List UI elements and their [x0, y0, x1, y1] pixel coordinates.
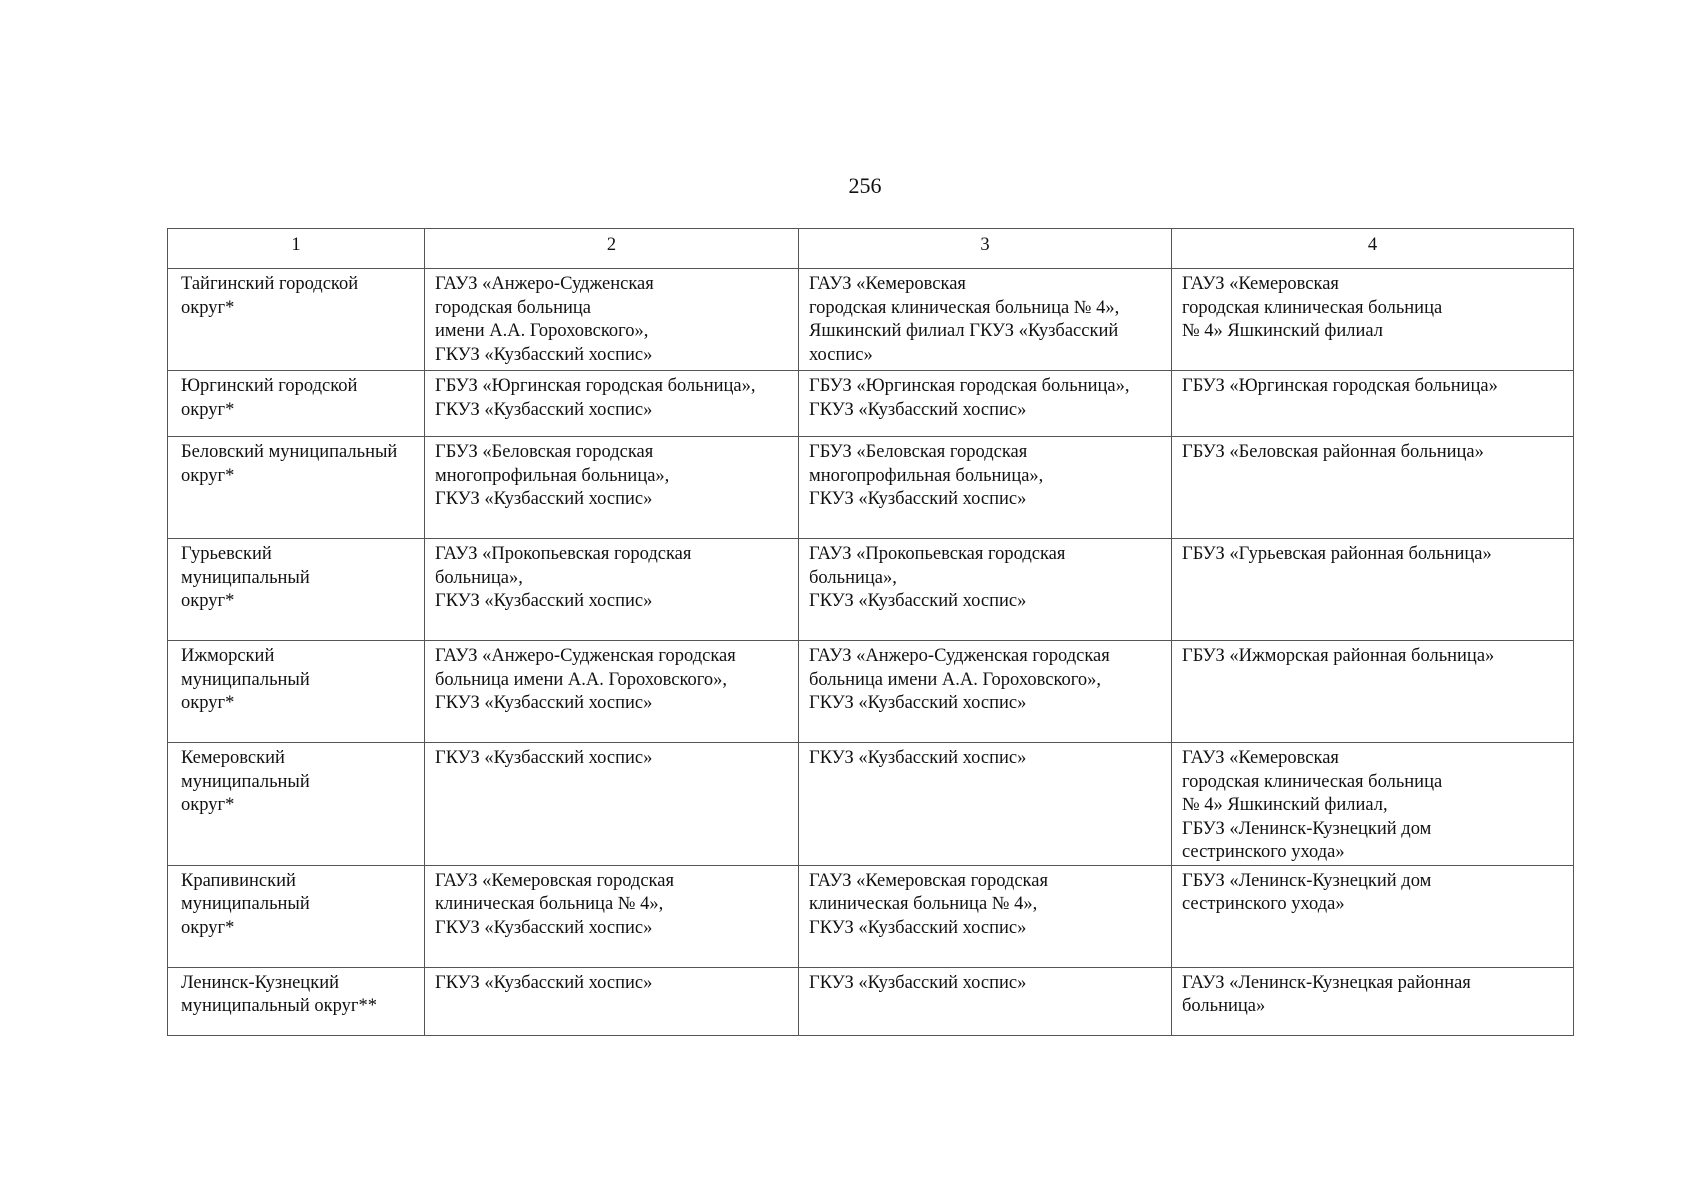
- table-row: [168, 539, 1574, 641]
- column-header-4: 4: [1172, 229, 1574, 269]
- district-cell: Ижморский муниципальный округ*: [168, 641, 425, 743]
- column-3-cell: ГАУЗ «Кемеровская городская клиническая больница № 4», ГКУЗ «Кузбасский хоспис»: [799, 865, 1172, 967]
- table-header: [168, 229, 1574, 269]
- column-4-cell: ГБУЗ «Беловская районная больница»: [1172, 437, 1574, 539]
- district-cell: Ленинск-Кузнецкий муниципальный округ**: [168, 967, 425, 1035]
- district-cell: Юргинский городской округ*: [168, 371, 425, 437]
- district-cell: Крапивинский муниципальный округ*: [168, 865, 425, 967]
- page-number: 256: [848, 173, 882, 198]
- column-4-cell: ГБУЗ «Юргинская городская больница»: [1172, 371, 1574, 437]
- district-cell: Кемеровский муниципальный округ*: [168, 743, 425, 866]
- table-body: [168, 269, 1574, 1036]
- district-cell: Тайгинский городской округ*: [168, 269, 425, 371]
- table-row: [168, 865, 1574, 967]
- column-4-cell: ГАУЗ «Кемеровская городская клиническая больница № 4» Яшкинский филиал, ГБУЗ «Ленинск-Кузнецкий дом сестринского ухода»: [1172, 743, 1574, 866]
- table-row: [168, 641, 1574, 743]
- column-2-cell: ГАУЗ «Прокопьевская городская больница», ГКУЗ «Кузбасский хоспис»: [425, 539, 799, 641]
- table-row: [168, 967, 1574, 1035]
- table-row: [168, 269, 1574, 371]
- column-header-2: 2: [425, 229, 799, 269]
- column-4-cell: ГАУЗ «Кемеровская городская клиническая больница № 4» Яшкинский филиал: [1172, 269, 1574, 371]
- column-3-cell: ГАУЗ «Анжеро-Судженская городская больница имени А.А. Гороховского», ГКУЗ «Кузбасский хоспис»: [799, 641, 1172, 743]
- column-2-cell: ГАУЗ «Анжеро-Судженская городская больница имени А.А. Гороховского», ГКУЗ «Кузбасский хоспис»: [425, 641, 799, 743]
- column-3-cell: ГАУЗ «Кемеровская городская клиническая больница № 4», Яшкинский филиал ГКУЗ «Кузбасский хоспис»: [799, 269, 1172, 371]
- column-2-cell: ГКУЗ «Кузбасский хоспис»: [425, 967, 799, 1035]
- column-4-cell: ГБУЗ «Ленинск-Кузнецкий дом сестринского ухода»: [1172, 865, 1574, 967]
- column-4-cell: ГАУЗ «Ленинск-Кузнецкая районная больница»: [1172, 967, 1574, 1035]
- column-header-1: 1: [168, 229, 425, 269]
- table-row: [168, 437, 1574, 539]
- table-row: [168, 743, 1574, 866]
- column-3-cell: ГБУЗ «Беловская городская многопрофильная больница», ГКУЗ «Кузбасский хоспис»: [799, 437, 1172, 539]
- column-2-cell: ГАУЗ «Кемеровская городская клиническая больница № 4», ГКУЗ «Кузбасский хоспис»: [425, 865, 799, 967]
- column-3-cell: ГБУЗ «Юргинская городская больница», ГКУЗ «Кузбасский хоспис»: [799, 371, 1172, 437]
- table-row: [168, 371, 1574, 437]
- column-2-cell: ГАУЗ «Анжеро-Судженская городская больница имени А.А. Гороховского», ГКУЗ «Кузбасский хоспис»: [425, 269, 799, 371]
- column-2-cell: ГБУЗ «Юргинская городская больница», ГКУЗ «Кузбасский хоспис»: [425, 371, 799, 437]
- column-3-cell: ГКУЗ «Кузбасский хоспис»: [799, 967, 1172, 1035]
- header-row: [168, 229, 1574, 269]
- facilities-table: [167, 228, 1574, 1036]
- district-cell: Гурьевский муниципальный округ*: [168, 539, 425, 641]
- column-3-cell: ГАУЗ «Прокопьевская городская больница», ГКУЗ «Кузбасский хоспис»: [799, 539, 1172, 641]
- column-2-cell: ГКУЗ «Кузбасский хоспис»: [425, 743, 799, 866]
- column-header-3: 3: [799, 229, 1172, 269]
- column-2-cell: ГБУЗ «Беловская городская многопрофильная больница», ГКУЗ «Кузбасский хоспис»: [425, 437, 799, 539]
- district-cell: Беловский муниципальный округ*: [168, 437, 425, 539]
- column-4-cell: ГБУЗ «Гурьевская районная больница»: [1172, 539, 1574, 641]
- column-4-cell: ГБУЗ «Ижморская районная больница»: [1172, 641, 1574, 743]
- column-3-cell: ГКУЗ «Кузбасский хоспис»: [799, 743, 1172, 866]
